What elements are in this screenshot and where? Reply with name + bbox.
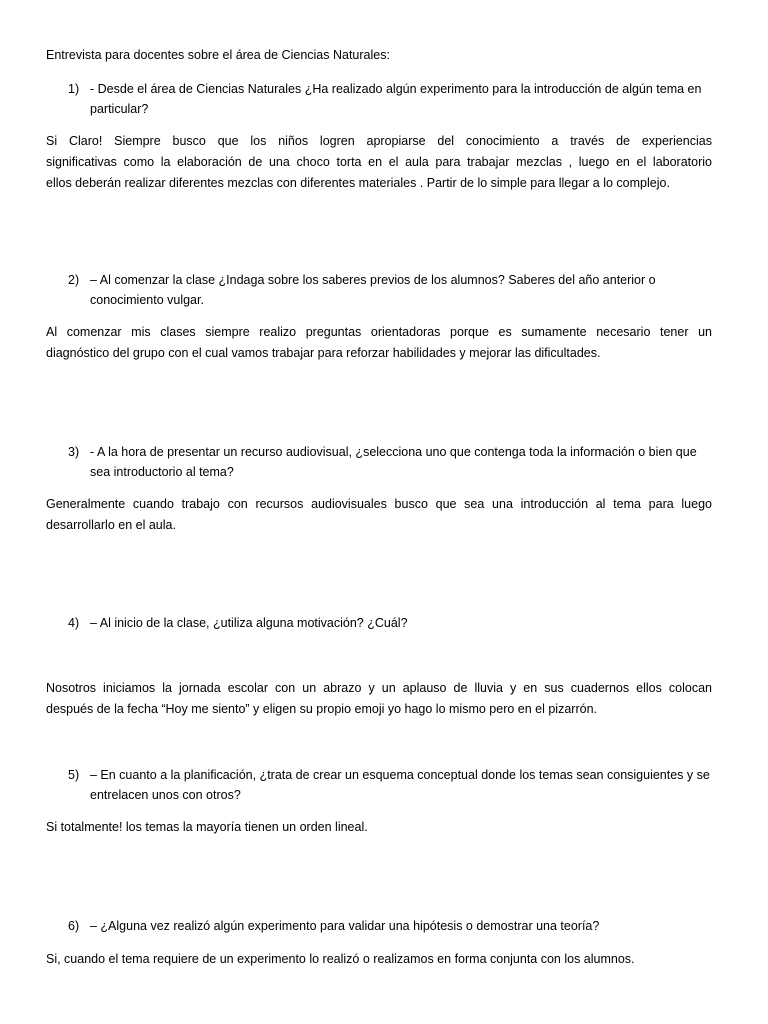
answer-line: Si Claro! Siempre busco que los niños logren apropiarse del conocimiento a través de experiencias: [46, 134, 712, 148]
question-6: [68, 916, 718, 936]
answer-6: [46, 949, 712, 970]
answer-line: diagnóstico del grupo con el cual vamos trabajar para reforzar habilidades y mejorar las dificultades.: [46, 346, 601, 360]
answer-line: significativas como la elaboración de una choco torta en el aula para trabajar mezclas , luego en el laboratorio: [46, 155, 712, 169]
answer-2: [46, 322, 712, 364]
answer-line: desarrollarlo en el aula.: [46, 518, 176, 532]
question-4: [68, 613, 718, 633]
question-number: 2): [68, 273, 80, 287]
question-3: [68, 442, 718, 482]
question-5: [68, 765, 718, 805]
answer-4: [46, 678, 712, 720]
question-text: – Al inicio de la clase, ¿utiliza alguna motivación? ¿Cuál?: [90, 616, 408, 630]
answer-line: Si, cuando el tema requiere de un experimento lo realizó o realizamos en forma conjunta con los alumnos.: [46, 952, 635, 966]
answer-line: ellos deberán realizar diferentes mezclas con diferentes materiales . Partir de lo simple para llegar a lo complejo.: [46, 176, 670, 190]
question-2: [68, 270, 718, 310]
answer-1: [46, 131, 712, 194]
answer-line: Generalmente cuando trabajo con recursos audiovisuales busco que sea una introducción al tema para luego: [46, 497, 712, 511]
question-number: 6): [68, 919, 80, 933]
answer-line: Nosotros iniciamos la jornada escolar con un abrazo y un aplauso de lluvia y en sus cuadernos ellos colocan: [46, 681, 712, 695]
question-text: – ¿Alguna vez realizó algún experimento para validar una hipótesis o demostrar una teoría?: [90, 919, 600, 933]
answer-line: Al comenzar mis clases siempre realizo preguntas orientadoras porque es sumamente necesario tener un: [46, 325, 712, 339]
question-1: [68, 79, 718, 119]
question-number: 4): [68, 616, 80, 630]
answer-line: Si totalmente! los temas la mayoría tienen un orden lineal.: [46, 820, 368, 834]
document-title: Entrevista para docentes sobre el área de Ciencias Naturales:: [46, 48, 390, 62]
answer-3: [46, 494, 712, 536]
answer-5: [46, 817, 712, 838]
answer-line: después de la fecha “Hoy me siento” y eligen su propio emoji yo hago lo mismo pero en el pizarrón.: [46, 702, 597, 716]
question-number: 3): [68, 445, 80, 459]
question-text: - A la hora de presentar un recurso audiovisual, ¿selecciona uno que contenga toda la información o bien que sea introductorio al tema?: [90, 445, 697, 479]
question-number: 5): [68, 768, 80, 782]
question-text: - Desde el área de Ciencias Naturales ¿Ha realizado algún experimento para la introducción de algún tema en particular?: [90, 82, 702, 116]
question-text: – Al comenzar la clase ¿Indaga sobre los saberes previos de los alumnos? Saberes del año anterior o conocimiento vulgar.: [90, 273, 656, 307]
question-text: – En cuanto a la planificación, ¿trata de crear un esquema conceptual donde los temas sean consiguientes y se entrelacen unos con otros?: [90, 768, 710, 802]
question-number: 1): [68, 82, 80, 96]
